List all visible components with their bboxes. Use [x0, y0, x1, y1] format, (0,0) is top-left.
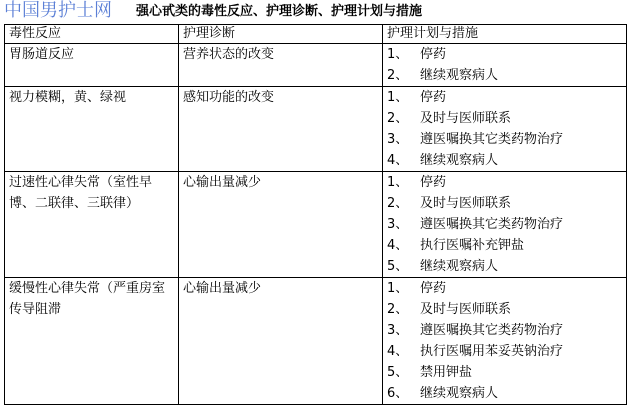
- measure-text: 继续观察病人: [420, 259, 499, 274]
- measure-item: [387, 193, 626, 214]
- measures-cell: [383, 278, 627, 405]
- reaction-cell: [5, 172, 179, 278]
- measures-cell: [383, 44, 627, 87]
- measure-text: 继续观察病人: [420, 386, 499, 401]
- reaction-text: 视力模糊，黄、绿视: [9, 90, 127, 105]
- diagnosis-text: 心输出量减少: [183, 281, 262, 296]
- diagnosis-text: 营养状态的改变: [183, 47, 275, 62]
- reaction-text: 缓慢性心律失常（严重房室传导阻滞: [9, 281, 166, 317]
- measure-text: 执行医嘱补充钾盐: [420, 238, 525, 253]
- measure-item: [387, 341, 626, 362]
- diagnosis-cell: [179, 87, 383, 172]
- measure-number: 2、: [387, 68, 409, 83]
- measure-number: 1、: [387, 175, 409, 190]
- measure-text: 继续观察病人: [420, 153, 499, 168]
- measure-text: 遵医嘱换其它类药物治疗: [420, 132, 564, 147]
- measure-item: [387, 129, 626, 150]
- measure-item: [387, 172, 626, 193]
- nursing-table: [4, 24, 627, 405]
- measure-number: 3、: [387, 323, 409, 338]
- column-header-measures: 护理计划与措施: [383, 25, 627, 44]
- measure-item: [387, 108, 626, 129]
- measure-number: 1、: [387, 281, 409, 296]
- measure-item: [387, 362, 626, 383]
- reaction-cell: [5, 44, 179, 87]
- measure-number: 2、: [387, 196, 409, 211]
- measure-item: [387, 65, 626, 86]
- measure-text: 停药: [420, 175, 447, 190]
- measure-number: 3、: [387, 132, 409, 147]
- measure-number: 3、: [387, 217, 409, 232]
- reaction-cell: [5, 278, 179, 405]
- measure-text: 执行医嘱用苯妥英钠治疗: [420, 344, 564, 359]
- measure-item: [387, 299, 626, 320]
- measure-number: 4、: [387, 153, 409, 168]
- measure-item: [387, 278, 626, 299]
- table-row: [5, 44, 627, 87]
- reaction-text: 过速性心律失常（室性早博、二联律、三联律）: [9, 175, 153, 211]
- measure-number: 2、: [387, 302, 409, 317]
- table-row: [5, 87, 627, 172]
- measure-item: [387, 150, 626, 171]
- measure-text: 及时与医师联系: [420, 111, 512, 126]
- document-title: 强心甙类的毒性反应、护理诊断、护理计划与措施: [136, 4, 423, 19]
- diagnosis-text: 感知功能的改变: [183, 90, 275, 105]
- measure-text: 继续观察病人: [420, 68, 499, 83]
- measure-number: 5、: [387, 365, 409, 380]
- diagnosis-cell: [179, 172, 383, 278]
- measure-text: 停药: [420, 281, 447, 296]
- measures-cell: [383, 87, 627, 172]
- column-header-reaction: 毒性反应: [5, 25, 179, 44]
- measure-item: [387, 383, 626, 404]
- measure-item: [387, 87, 626, 108]
- table-header-row: [5, 25, 627, 44]
- table-row: [5, 172, 627, 278]
- reaction-cell: [5, 87, 179, 172]
- measure-number: 5、: [387, 259, 409, 274]
- table-row: [5, 278, 627, 405]
- measure-item: [387, 214, 626, 235]
- measure-number: 1、: [387, 90, 409, 105]
- measure-number: 4、: [387, 238, 409, 253]
- page-header: [0, 0, 631, 24]
- measure-text: 及时与医师联系: [420, 196, 512, 211]
- measure-number: 2、: [387, 111, 409, 126]
- measure-text: 遵医嘱换其它类药物治疗: [420, 323, 564, 338]
- measure-item: [387, 256, 626, 277]
- site-watermark: 中国男护士网: [4, 0, 112, 21]
- diagnosis-cell: [179, 44, 383, 87]
- measures-cell: [383, 172, 627, 278]
- measure-text: 停药: [420, 47, 447, 62]
- diagnosis-cell: [179, 278, 383, 405]
- measure-text: 停药: [420, 90, 447, 105]
- measure-number: 4、: [387, 344, 409, 359]
- measure-text: 及时与医师联系: [420, 302, 512, 317]
- reaction-text: 胃肠道反应: [9, 47, 75, 62]
- measure-text: 遵医嘱换其它类药物治疗: [420, 217, 564, 232]
- measure-text: 禁用钾盐: [420, 365, 473, 380]
- diagnosis-text: 心输出量减少: [183, 175, 262, 190]
- column-header-diagnosis: 护理诊断: [179, 25, 383, 44]
- measure-item: [387, 320, 626, 341]
- measure-item: [387, 235, 626, 256]
- measure-number: 6、: [387, 386, 409, 401]
- measure-number: 1、: [387, 47, 409, 62]
- measure-item: [387, 44, 626, 65]
